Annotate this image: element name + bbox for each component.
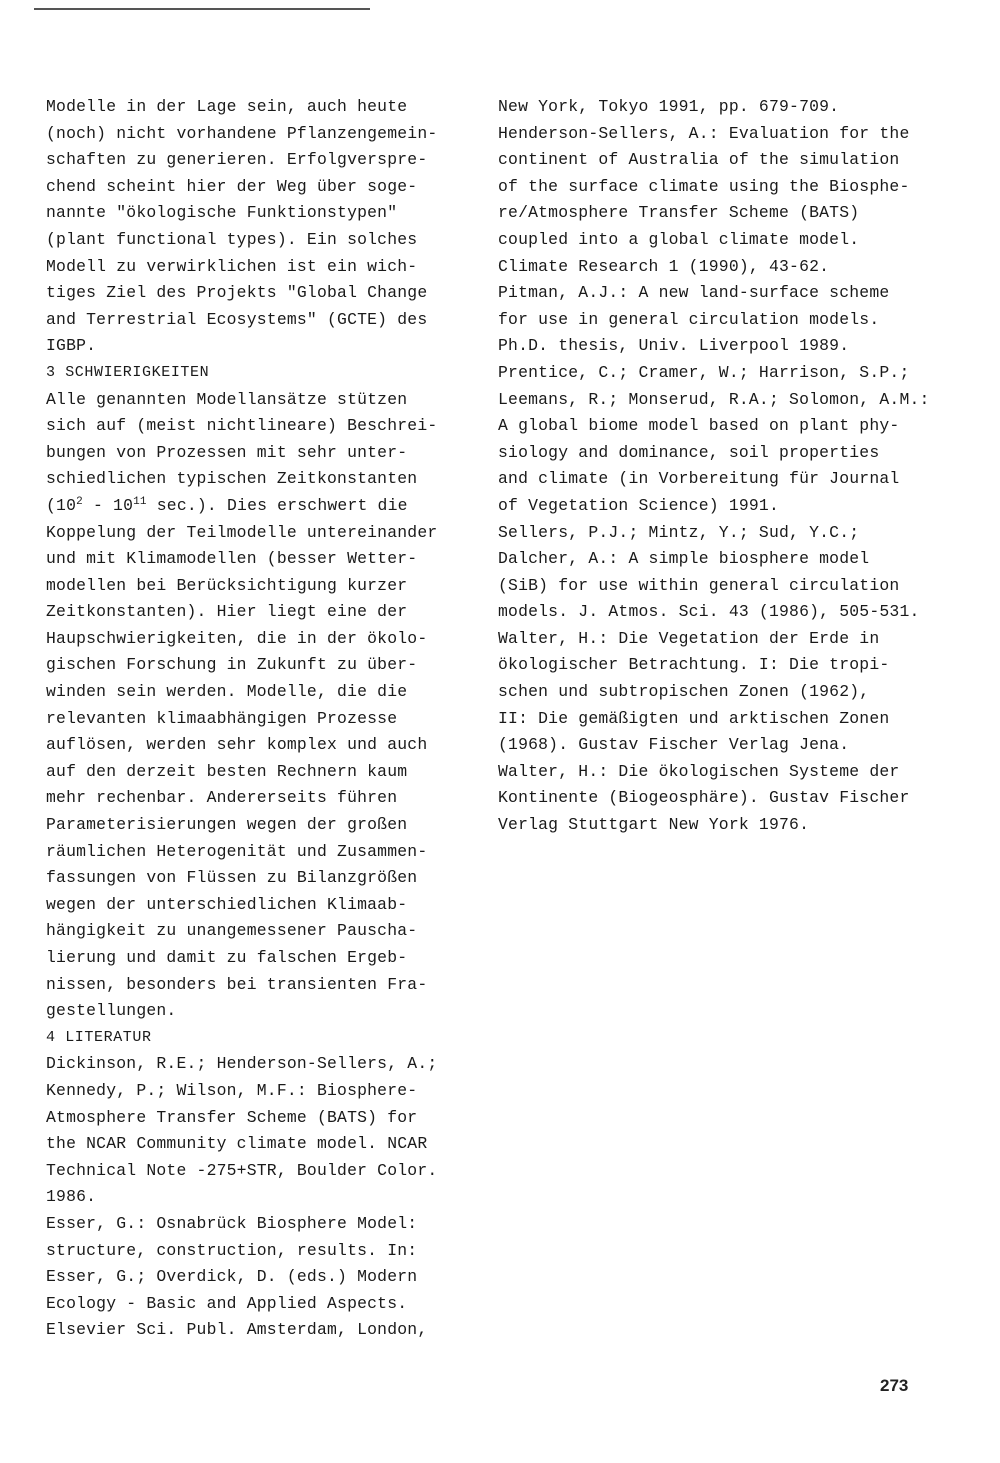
text-line: Alle genannten Modellansätze stützen	[46, 389, 408, 409]
reference-line: for use in general circulation models.	[498, 309, 880, 329]
text-line: nannte "ökologische Funktionstypen"	[46, 203, 398, 223]
reference-line: Atmosphere Transfer Scheme (BATS) for	[46, 1107, 418, 1127]
paragraph-schwierigkeiten	[46, 387, 486, 1025]
text-line: Modell zu verwirklichen ist ein wich-	[46, 256, 418, 276]
text-line: sich auf (meist nichtlineare) Beschrei-	[46, 416, 438, 436]
reference-line: coupled into a global climate model.	[498, 229, 860, 249]
text-line: mehr rechenbar. Andererseits führen	[46, 788, 398, 808]
text-line: räumlichen Heterogenität und Zusammen-	[46, 841, 428, 861]
text-line: IGBP.	[46, 336, 97, 356]
reference-line: siology and dominance, soil properties	[498, 442, 880, 462]
reference-line: the NCAR Community climate model. NCAR	[46, 1134, 428, 1154]
text-line: bungen von Prozessen mit sehr unter-	[46, 442, 408, 462]
reference-line: of the surface climate using the Biosphe-	[498, 176, 910, 196]
reference-line: Kontinente (Biogeosphäre). Gustav Fischer	[498, 788, 910, 808]
reference-line: Henderson-Sellers, A.: Evaluation for the	[498, 123, 910, 143]
reference-line: models. J. Atmos. Sci. 43 (1986), 505-531.	[498, 602, 920, 622]
paragraph-models	[46, 94, 486, 360]
text-line: auf den derzeit besten Rechnern kaum	[46, 761, 408, 781]
text-line: relevanten klimaabhängigen Prozesse	[46, 708, 398, 728]
text-line: winden sein werden. Modelle, die die	[46, 682, 408, 702]
text-line: nissen, besonders bei transienten Fra-	[46, 974, 428, 994]
reference-line: structure, construction, results. In:	[46, 1240, 418, 1260]
text-line: (noch) nicht vorhandene Pflanzengemein-	[46, 123, 438, 143]
text-line: tiges Ziel des Projekts "Global Change	[46, 283, 428, 303]
text-line: (plant functional types). Ein solches	[46, 229, 418, 249]
reference-line: A global biome model based on plant phy-	[498, 416, 900, 436]
timescale-mid: - 10	[82, 495, 134, 515]
reference-line: continent of Australia of the simulation	[498, 150, 900, 170]
reference-line: Walter, H.: Die ökologischen Systeme der	[498, 761, 900, 781]
text-line: Zeitkonstanten). Hier liegt eine der	[46, 602, 408, 622]
reference-list-right	[498, 94, 968, 839]
text-line: schaften zu generieren. Erfolgverspre-	[46, 150, 428, 170]
text-line: hängigkeit zu unangemessener Pauscha-	[46, 921, 418, 941]
reference-line: Pitman, A.J.: A new land-surface scheme	[498, 283, 890, 303]
reference-line: Ecology - Basic and Applied Aspects.	[46, 1293, 408, 1313]
reference-line: ökologischer Betrachtung. I: Die tropi-	[498, 655, 890, 675]
timescale-open: (10	[46, 495, 77, 515]
text-line: chend scheint hier der Weg über soge-	[46, 176, 418, 196]
text-line: und mit Klimamodellen (besser Wetter-	[46, 549, 418, 569]
reference-line: schen und subtropischen Zonen (1962),	[498, 682, 870, 702]
reference-line: Esser, G.: Osnabrück Biosphere Model:	[46, 1213, 418, 1233]
text-line: Koppelung der Teilmodelle untereinander	[46, 522, 438, 542]
page-number: 273	[880, 1376, 909, 1395]
reference-line: New York, Tokyo 1991, pp. 679-709.	[498, 97, 840, 116]
reference-line: Dickinson, R.E.; Henderson-Sellers, A.;	[46, 1054, 438, 1074]
section-heading-literatur: 4 LITERATUR	[46, 1028, 152, 1046]
timescale-line	[46, 493, 486, 520]
reference-line: Ph.D. thesis, Univ. Liverpool 1989.	[498, 336, 850, 356]
section-heading-schwierigkeiten: 3 SCHWIERIGKEITEN	[46, 363, 210, 381]
text-line: fassungen von Flüssen zu Bilanzgrößen	[46, 868, 418, 888]
reference-line: Kennedy, P.; Wilson, M.F.: Biosphere-	[46, 1080, 418, 1100]
reference-list-left	[46, 1051, 486, 1344]
reference-line: II: Die gemäßigten und arktischen Zonen	[498, 708, 890, 728]
text-line: Modelle in der Lage sein, auch heute	[46, 97, 408, 116]
reference-line: Prentice, C.; Cramer, W.; Harrison, S.P.;	[498, 362, 910, 382]
reference-line: re/Atmosphere Transfer Scheme (BATS)	[498, 203, 860, 223]
top-rule	[34, 8, 370, 10]
text-line: auflösen, werden sehr komplex und auch	[46, 735, 428, 755]
text-line: and Terrestrial Ecosystems" (GCTE) des	[46, 309, 428, 329]
text-line: lierung und damit zu falschen Ergeb-	[46, 948, 408, 967]
left-column	[46, 94, 486, 1344]
text-line: modellen bei Berücksichtigung kurzer	[46, 575, 408, 595]
reference-line: (SiB) for use within general circulation	[498, 575, 900, 595]
reference-line: Verlag Stuttgart New York 1976.	[498, 815, 810, 835]
timescale-tail: sec.). Dies erschwert die	[146, 495, 408, 515]
reference-line: Dalcher, A.: A simple biosphere model	[498, 549, 870, 569]
reference-line: (1968). Gustav Fischer Verlag Jena.	[498, 735, 850, 755]
exponent: 11	[133, 495, 147, 508]
reference-line: Esser, G.; Overdick, D. (eds.) Modern	[46, 1267, 418, 1287]
text-line: gestellungen.	[46, 1001, 177, 1021]
reference-line: of Vegetation Science) 1991.	[498, 495, 780, 515]
right-column	[498, 94, 968, 839]
reference-line: Technical Note -275+STR, Boulder Color.	[46, 1160, 438, 1180]
reference-line: and climate (in Vorbereitung für Journal	[498, 469, 900, 489]
reference-line: Sellers, P.J.; Mintz, Y.; Sud, Y.C.;	[498, 522, 860, 542]
text-line: wegen der unterschiedlichen Klimaab-	[46, 894, 408, 914]
reference-line: 1986.	[46, 1187, 97, 1207]
reference-line: Walter, H.: Die Vegetation der Erde in	[498, 628, 880, 648]
reference-line: Elsevier Sci. Publ. Amsterdam, London,	[46, 1320, 428, 1340]
text-line: Haupschwierigkeiten, die in der ökolo-	[46, 628, 428, 648]
exponent: 2	[76, 495, 83, 508]
text-line: Parameterisierungen wegen der großen	[46, 815, 408, 835]
text-line: gischen Forschung in Zukunft zu über-	[46, 655, 418, 675]
text-line: schiedlichen typischen Zeitkonstanten	[46, 469, 418, 489]
reference-line: Climate Research 1 (1990), 43-62.	[498, 256, 830, 276]
reference-line: Leemans, R.; Monserud, R.A.; Solomon, A.M.:	[498, 389, 930, 409]
